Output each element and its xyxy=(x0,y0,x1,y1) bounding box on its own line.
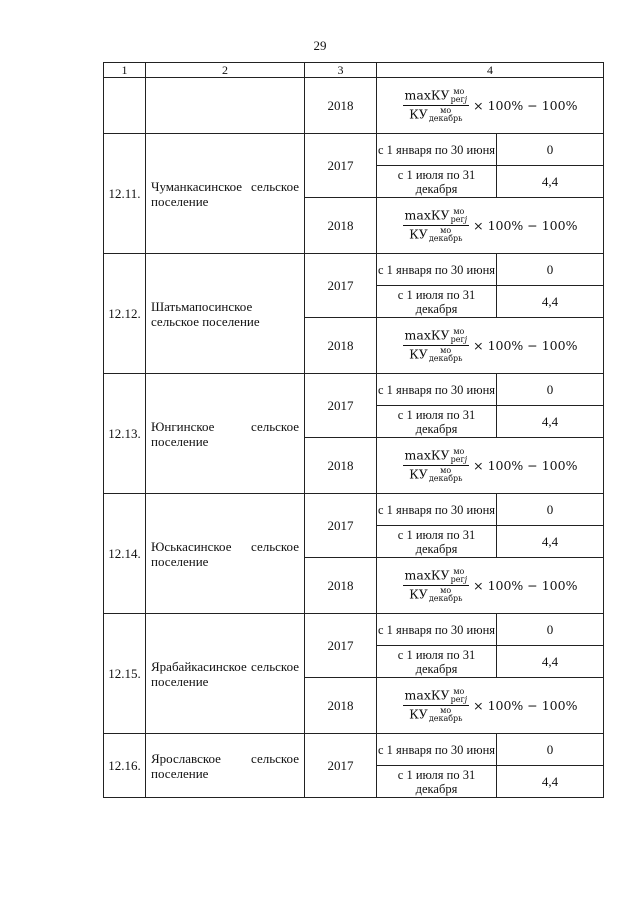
settlement-name: Юськасинское сельское поселение xyxy=(146,494,305,614)
tariff-table xyxy=(103,62,604,798)
value-first-half: 0 xyxy=(497,374,604,406)
year-cell: 2018 xyxy=(305,678,377,734)
growth-formula: maxКУ мо регj КУ мо декабрь × 100% − 100% xyxy=(404,447,578,484)
period-second-half: с 1 июля по 31 декабря xyxy=(377,166,497,198)
period-first-half: с 1 января по 30 июня xyxy=(377,374,497,406)
formula-cell xyxy=(377,438,604,494)
header-col-2: 2 xyxy=(146,63,305,78)
year-cell: 2018 xyxy=(305,198,377,254)
period-first-half: с 1 января по 30 июня xyxy=(377,734,497,766)
row-number: 12.11. xyxy=(104,134,146,254)
table-row xyxy=(104,494,604,526)
settlement-name-empty xyxy=(146,78,305,134)
header-col-3: 3 xyxy=(305,63,377,78)
period-first-half: с 1 января по 30 июня xyxy=(377,134,497,166)
table-row xyxy=(104,254,604,286)
row-number: 12.13. xyxy=(104,374,146,494)
year-cell: 2018 xyxy=(305,438,377,494)
growth-formula: maxКУ мо регj КУ мо декабрь × 100% − 100% xyxy=(404,327,578,364)
period-second-half: с 1 июля по 31 декабря xyxy=(377,406,497,438)
table-header-row xyxy=(104,63,604,78)
value-second-half: 4,4 xyxy=(497,406,604,438)
row-number-empty xyxy=(104,78,146,134)
period-first-half: с 1 января по 30 июня xyxy=(377,494,497,526)
value-first-half: 0 xyxy=(497,614,604,646)
period-second-half: с 1 июля по 31 декабря xyxy=(377,286,497,318)
row-number: 12.15. xyxy=(104,614,146,734)
settlement-name: Шатьмапосинское сельское поселение xyxy=(146,254,305,374)
year-cell: 2017 xyxy=(305,134,377,198)
year-cell: 2018 xyxy=(305,318,377,374)
period-second-half: с 1 июля по 31 декабря xyxy=(377,766,497,798)
value-second-half: 4,4 xyxy=(497,646,604,678)
period-first-half: с 1 января по 30 июня xyxy=(377,254,497,286)
row-number: 12.16. xyxy=(104,734,146,798)
year-cell: 2017 xyxy=(305,614,377,678)
value-first-half: 0 xyxy=(497,254,604,286)
formula-cell xyxy=(377,198,604,254)
year-cell: 2017 xyxy=(305,254,377,318)
table-row-continued xyxy=(104,78,604,134)
value-first-half: 0 xyxy=(497,734,604,766)
year-cell: 2018 xyxy=(305,558,377,614)
value-second-half: 4,4 xyxy=(497,766,604,798)
growth-formula: maxКУ мо регj КУ мо декабрь × 100% − 100% xyxy=(404,687,578,724)
value-second-half: 4,4 xyxy=(497,166,604,198)
settlement-name: Чуманкасинское сельское поселение xyxy=(146,134,305,254)
period-first-half: с 1 января по 30 июня xyxy=(377,614,497,646)
formula-cell xyxy=(377,78,604,134)
value-second-half: 4,4 xyxy=(497,286,604,318)
row-number: 12.14. xyxy=(104,494,146,614)
page-number: 29 xyxy=(313,38,327,53)
formula-cell xyxy=(377,558,604,614)
growth-formula: maxКУ мо регj КУ мо декабрь × 100% − 100% xyxy=(404,207,578,244)
growth-formula: maxКУ мо регj КУ мо декабрь × 100% − 100% xyxy=(404,87,578,124)
value-first-half: 0 xyxy=(497,134,604,166)
year-cell: 2017 xyxy=(305,374,377,438)
period-second-half: с 1 июля по 31 декабря xyxy=(377,526,497,558)
settlement-name: Юнгинское сельское поселение xyxy=(146,374,305,494)
formula-cell xyxy=(377,678,604,734)
growth-formula: maxКУ мо регj КУ мо декабрь × 100% − 100% xyxy=(404,567,578,604)
header-col-1: 1 xyxy=(104,63,146,78)
settlement-name: Ярабайкасинское сельское поселение xyxy=(146,614,305,734)
period-second-half: с 1 июля по 31 декабря xyxy=(377,646,497,678)
table-row xyxy=(104,374,604,406)
table-row xyxy=(104,734,604,766)
year-cell: 2017 xyxy=(305,734,377,798)
settlement-name: Ярославское сельское поселение xyxy=(146,734,305,798)
table-row xyxy=(104,614,604,646)
table-row xyxy=(104,134,604,166)
year-cell: 2018 xyxy=(305,78,377,134)
value-first-half: 0 xyxy=(497,494,604,526)
value-second-half: 4,4 xyxy=(497,526,604,558)
row-number: 12.12. xyxy=(104,254,146,374)
year-cell: 2017 xyxy=(305,494,377,558)
header-col-4: 4 xyxy=(377,63,604,78)
formula-cell xyxy=(377,318,604,374)
